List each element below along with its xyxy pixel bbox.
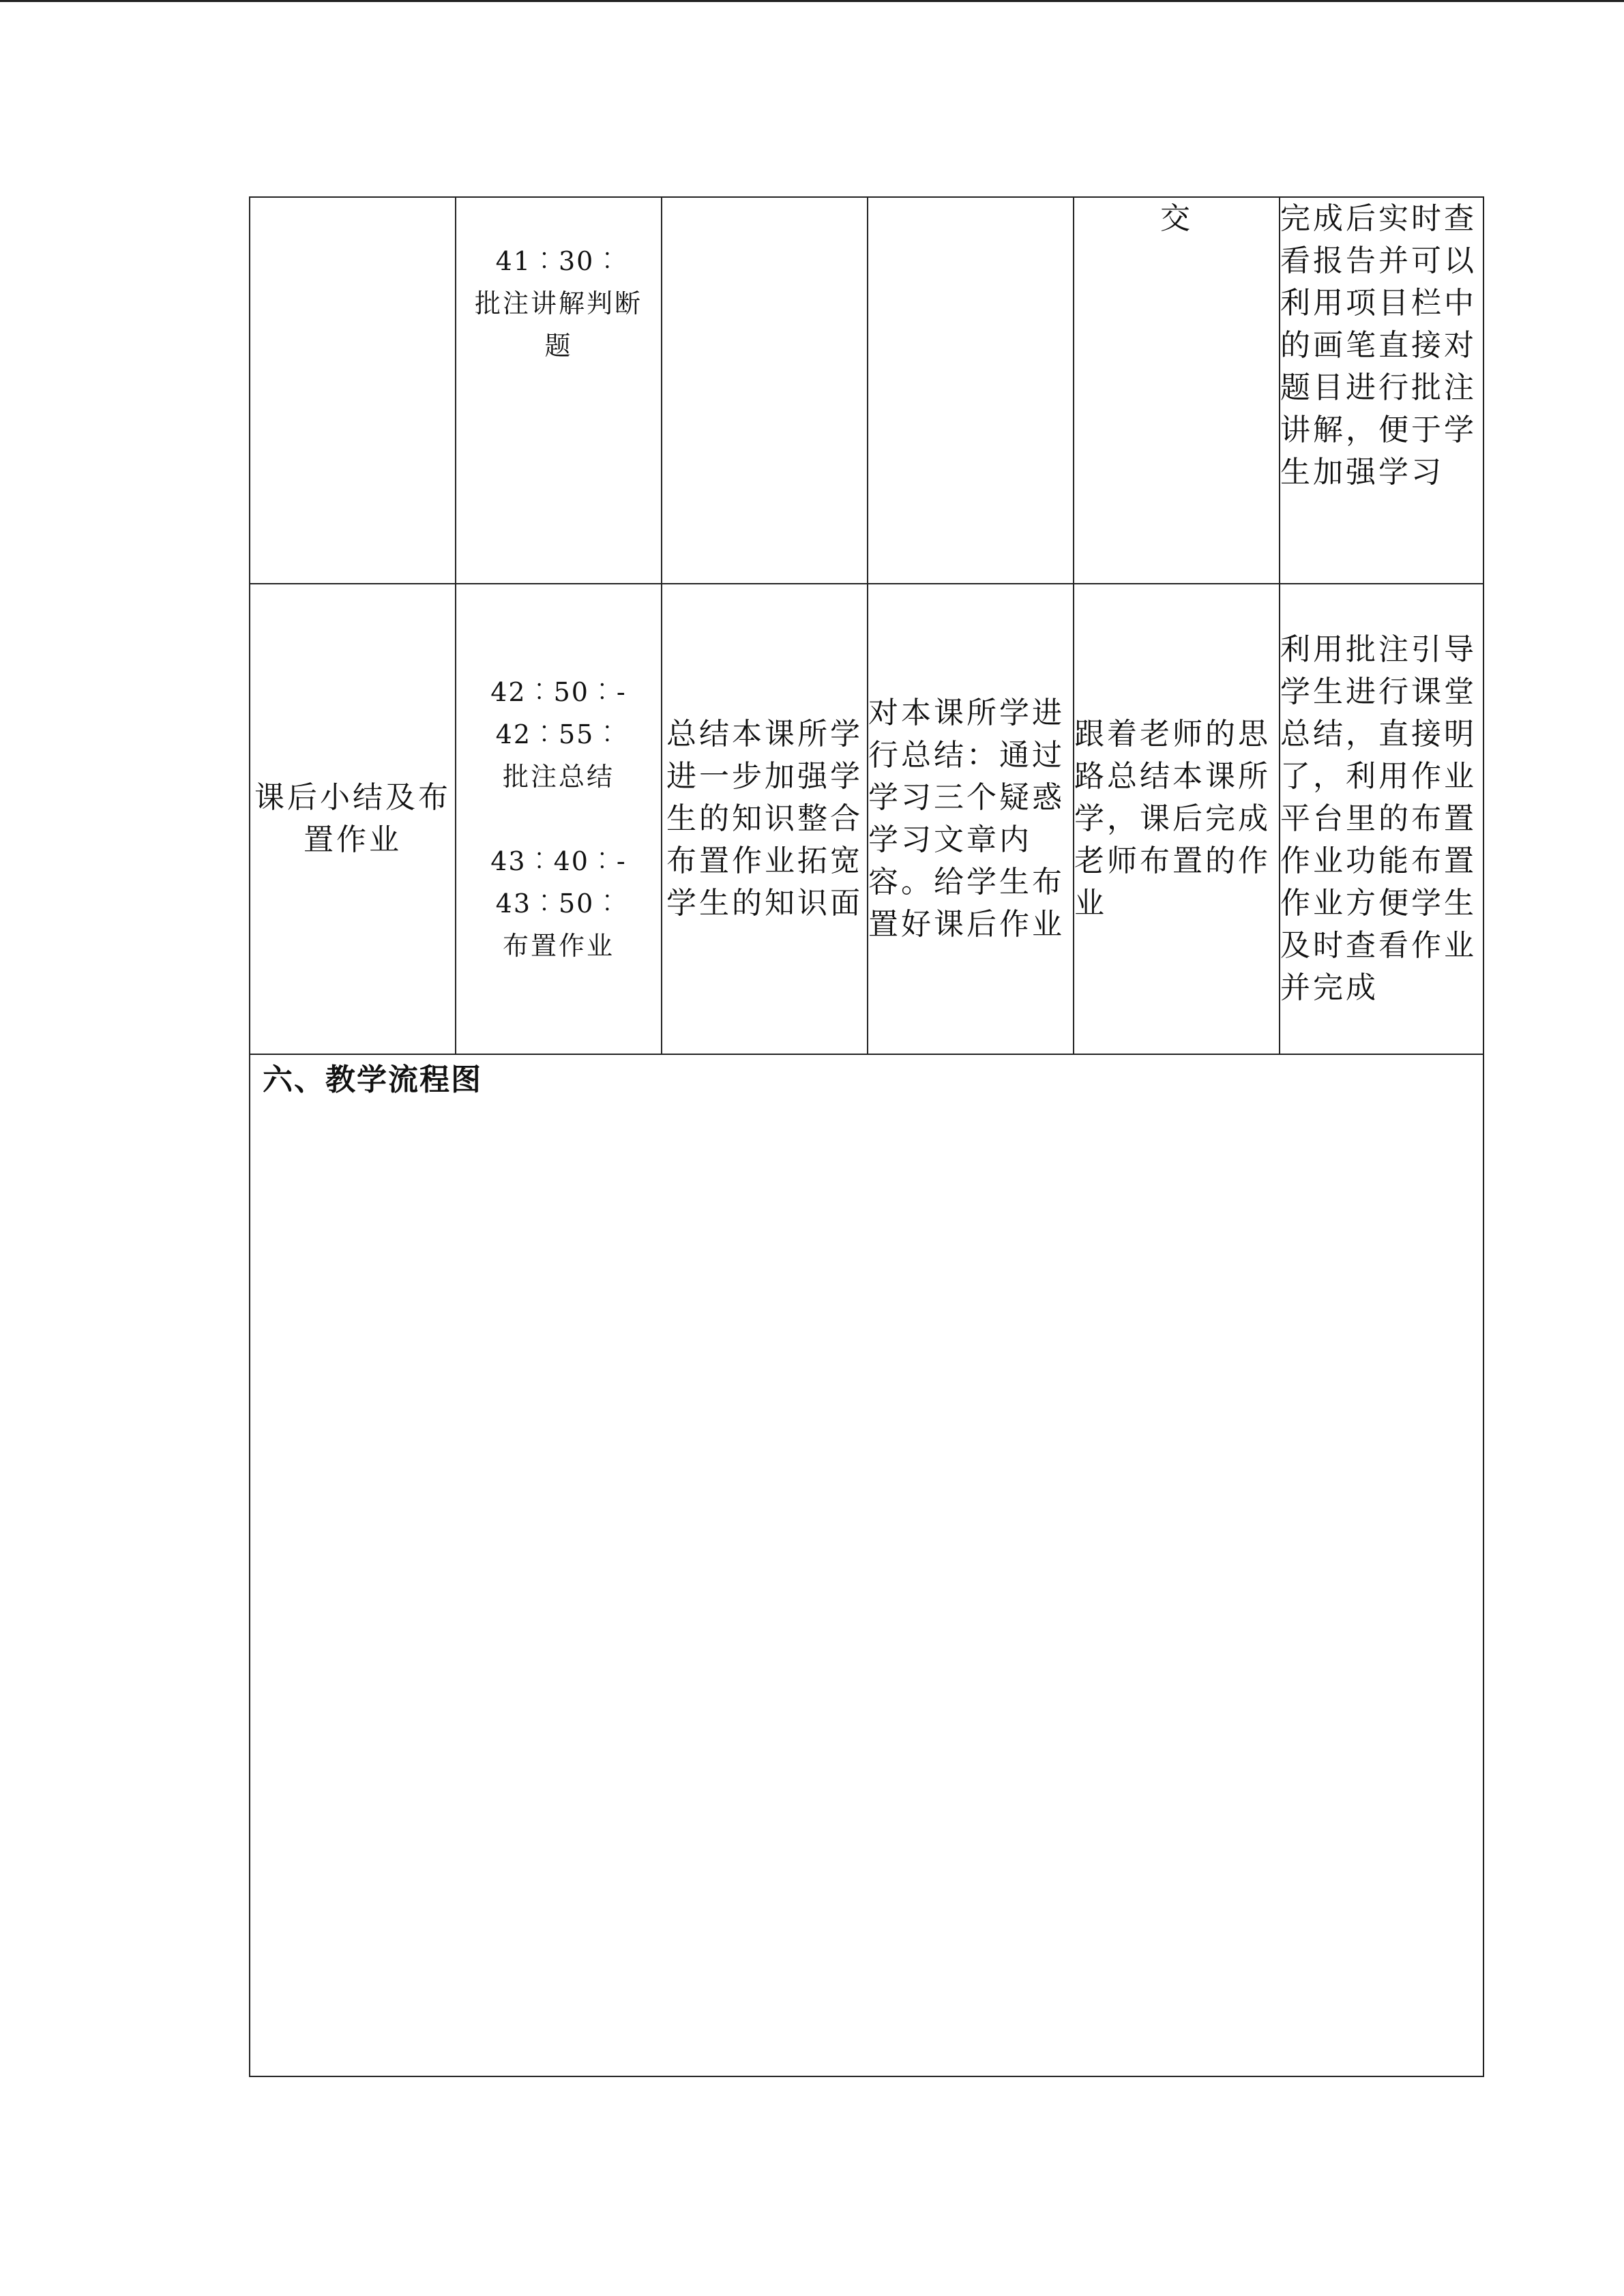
student-activity-text: 跟着老师的思路总结本课所学，课后完成老师布置的作业 — [1074, 717, 1271, 921]
time-start: 43︰40︰- — [490, 846, 627, 876]
stage-cell-empty — [250, 197, 456, 584]
teacher-cell-empty — [868, 197, 1074, 584]
goal-text: 总结本课所学进一步加强学生的知识整合 — [666, 717, 863, 836]
activity-label: 批注讲解判断题 — [474, 288, 643, 361]
lesson-plan-table — [249, 196, 1484, 2077]
stage-cell — [250, 584, 456, 1054]
student-activity-text: 交 — [1160, 201, 1193, 236]
section-title: 六、教学流程图 — [263, 1062, 482, 1097]
table-row — [250, 1054, 1483, 2076]
table-row — [250, 197, 1483, 584]
goal-cell — [662, 584, 868, 1054]
time-range: 41︰30︰ — [495, 246, 622, 276]
time-activity-cell — [456, 197, 662, 584]
stage-label: 课后小结及布置作业 — [254, 780, 451, 857]
activity-label: 布置作业 — [502, 931, 615, 961]
design-intent-cell — [1280, 584, 1483, 1054]
flowchart-section — [250, 1054, 1483, 2076]
design-intent-text: 利用批注引导学生进行课堂总结，直接明了，利用作业平台里的布置作业功能布置作业方便学生及时查看作业并完成 — [1280, 632, 1477, 1005]
time-activity-cell — [456, 584, 662, 1054]
time-end: 42︰55︰ — [495, 719, 622, 749]
teacher-activity-cell — [868, 584, 1074, 1054]
teacher-activity-text: 对本课所学进行总结：通过学习三个疑惑学习文章内容。给学生布置好课后作业 — [868, 696, 1065, 942]
goal-text: 布置作业拓宽学生的知识面 — [666, 844, 863, 921]
design-intent-cell — [1280, 197, 1483, 584]
activity-label: 批注总结 — [502, 762, 615, 792]
design-intent-text: 完成后实时查看报告并可以利用项目栏中的画笔直接对题目进行批注讲解，便于学生加强学习 — [1280, 201, 1477, 490]
student-activity-cell — [1074, 584, 1280, 1054]
goal-cell-empty — [662, 197, 868, 584]
student-activity-cell — [1074, 197, 1280, 584]
time-start: 42︰50︰- — [490, 677, 627, 707]
table-row — [250, 584, 1483, 1054]
top-border-rule — [0, 0, 1624, 2]
time-end: 43︰50︰ — [495, 889, 622, 919]
